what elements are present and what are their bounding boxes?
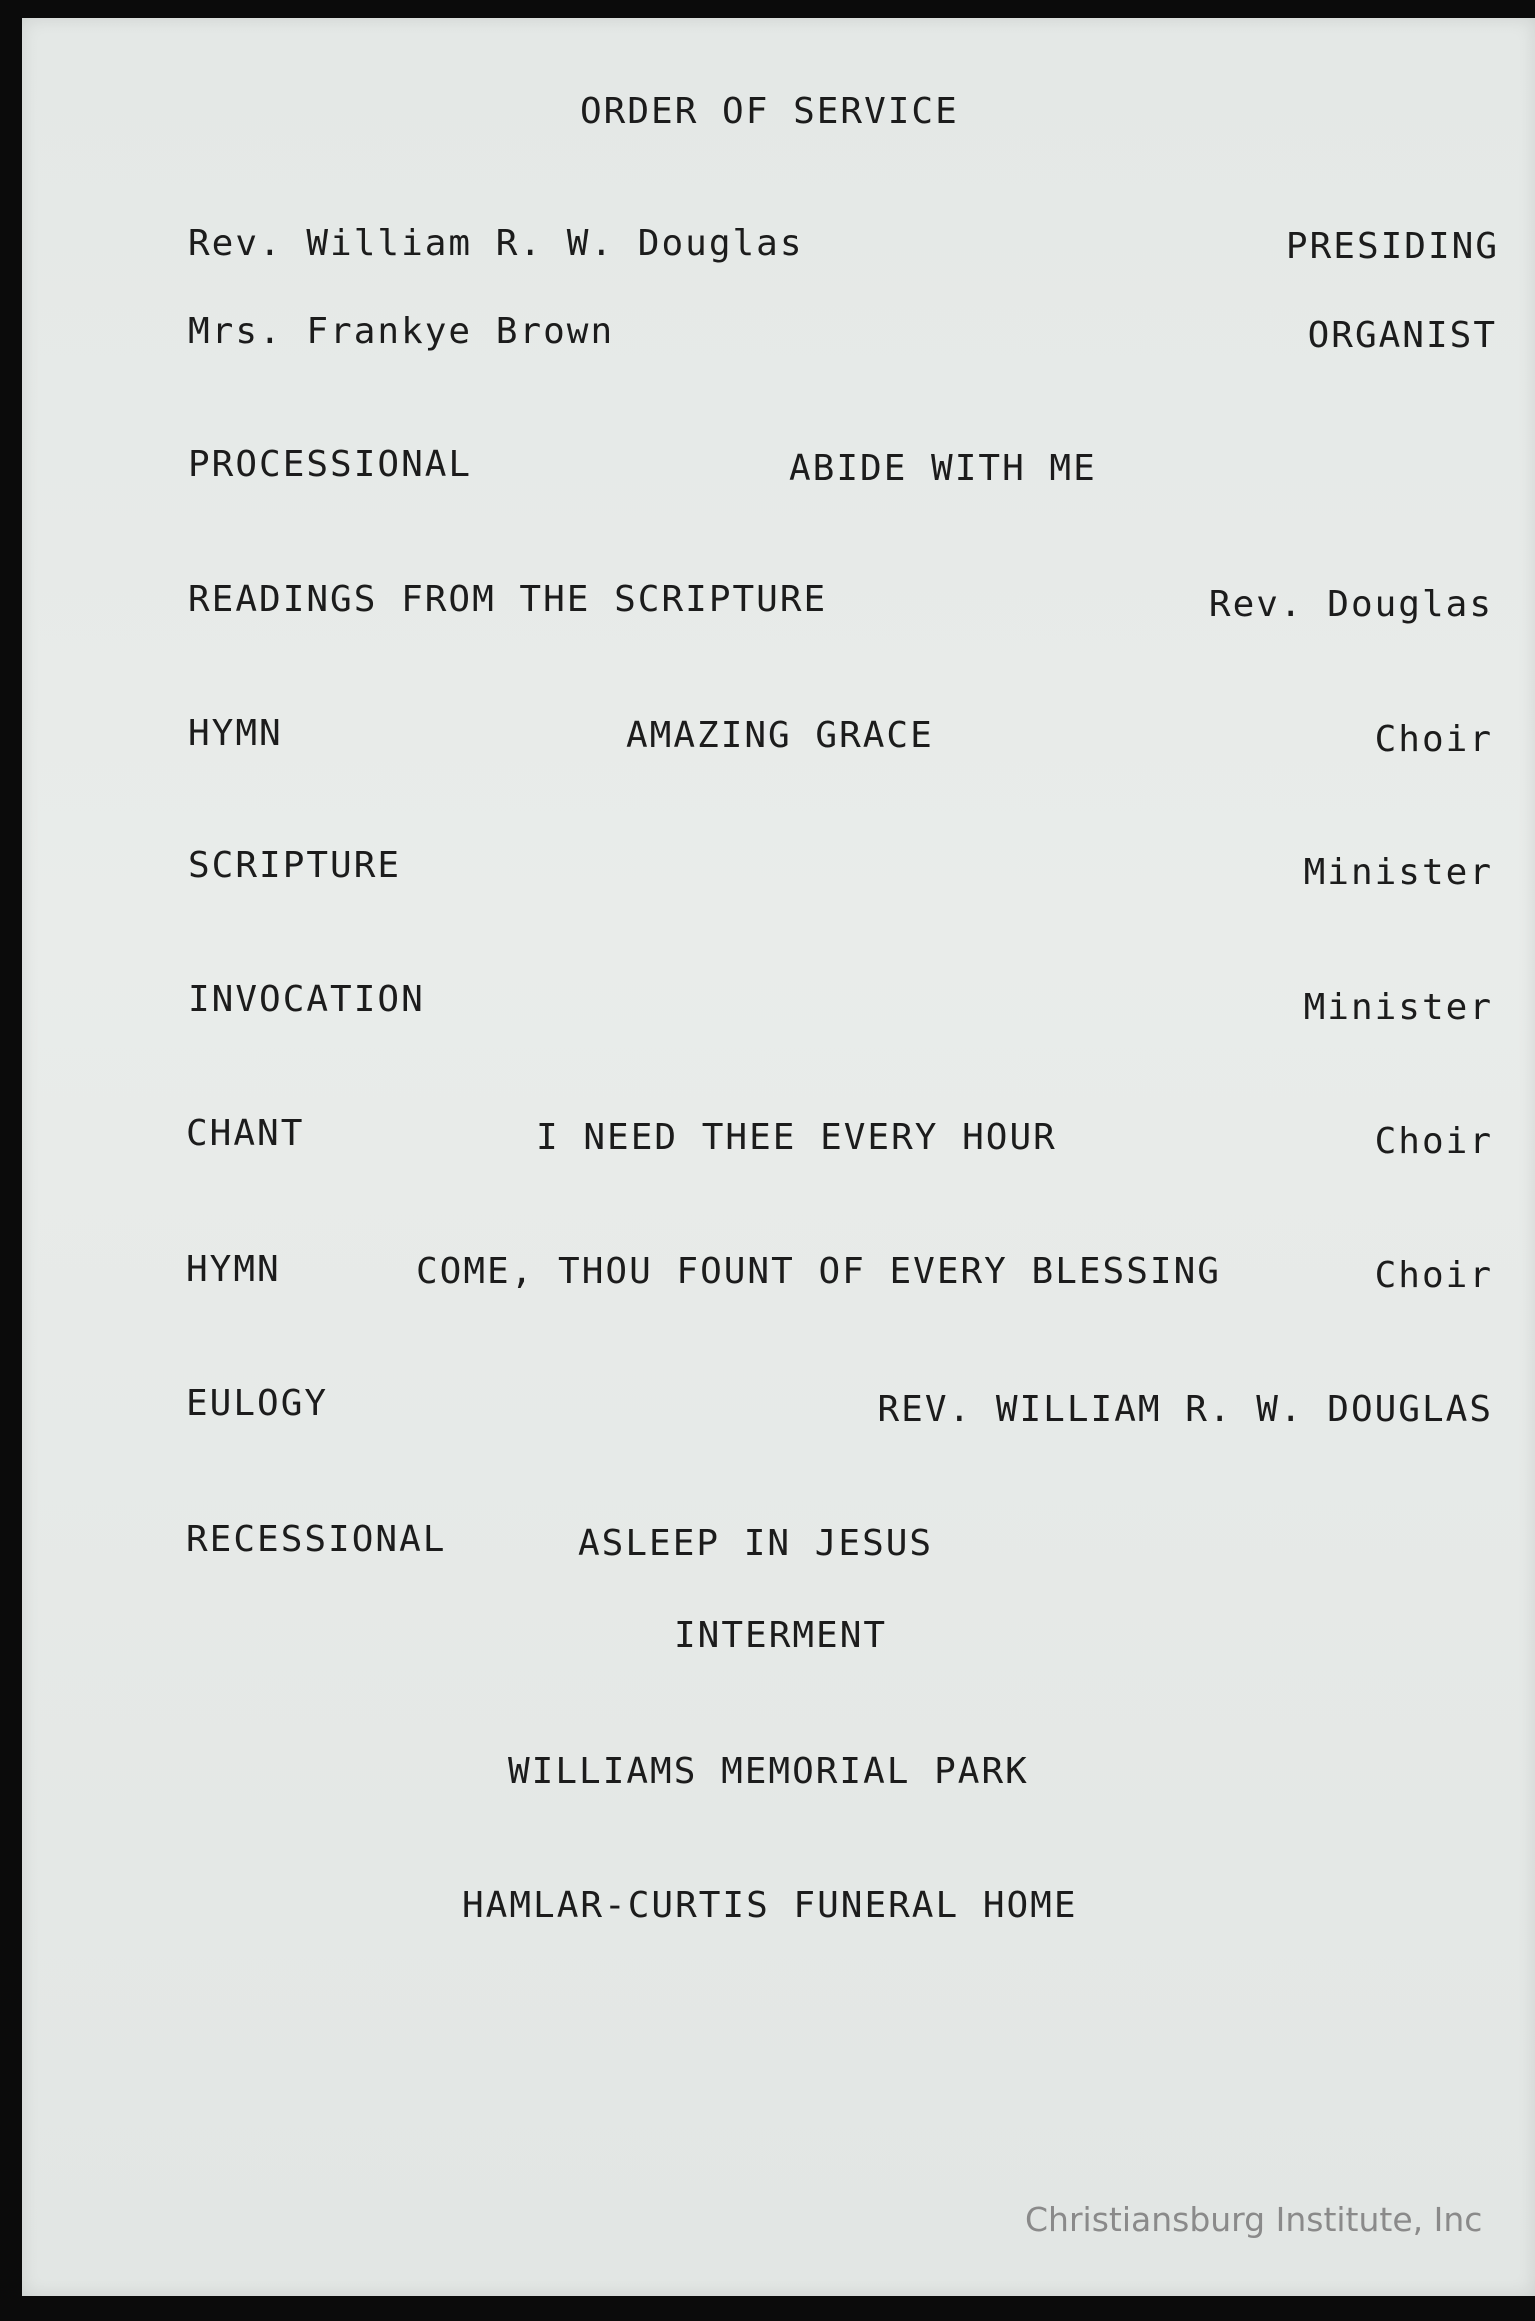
program-item-hymn-1: HYMN	[188, 713, 283, 754]
program-item-processional: PROCESSIONAL	[188, 444, 473, 485]
funeral-home-name: HAMLAR-CURTIS FUNERAL HOME	[462, 1885, 1078, 1926]
program-title-hymn-2: COME, THOU FOUNT OF EVERY BLESSING	[416, 1251, 1221, 1292]
program-by-readings: Rev. Douglas	[1208, 584, 1493, 625]
program-item-eulogy: EULOGY	[186, 1383, 329, 1424]
program-by-hymn-1: Choir	[1374, 719, 1493, 760]
program-by-invocation: Minister	[1303, 987, 1493, 1028]
program-by-chant: Choir	[1374, 1121, 1493, 1162]
officiant-name-organist: Mrs. Frankye Brown	[188, 311, 615, 352]
watermark-text: Christiansburg Institute, Inc	[1025, 2200, 1483, 2239]
officiant-name-presiding: Rev. William R. W. Douglas	[188, 223, 804, 264]
program-by-scripture: Minister	[1303, 852, 1493, 893]
program-title-processional: ABIDE WITH ME	[789, 448, 1097, 489]
program-item-hymn-2: HYMN	[186, 1249, 281, 1290]
program-title-recessional: ASLEEP IN JESUS	[578, 1523, 934, 1564]
program-by-eulogy: REV. WILLIAM R. W. DOUGLAS	[877, 1389, 1493, 1430]
program-title-chant: I NEED THEE EVERY HOUR	[536, 1117, 1057, 1158]
program-item-recessional: RECESSIONAL	[186, 1519, 447, 1560]
program-by-hymn-2: Choir	[1374, 1255, 1493, 1296]
officiant-role-presiding: PRESIDING	[1285, 226, 1499, 267]
page-title: ORDER OF SERVICE	[580, 91, 959, 132]
program-item-chant: CHANT	[186, 1113, 305, 1154]
cemetery-name: WILLIAMS MEMORIAL PARK	[508, 1751, 1029, 1792]
program-item-scripture: SCRIPTURE	[188, 845, 402, 886]
program-title-hymn-1: AMAZING GRACE	[626, 715, 934, 756]
interment-heading: INTERMENT	[674, 1615, 888, 1656]
program-item-readings: READINGS FROM THE SCRIPTURE	[188, 579, 828, 620]
officiant-role-organist: ORGANIST	[1307, 315, 1497, 356]
program-item-invocation: INVOCATION	[188, 979, 425, 1020]
